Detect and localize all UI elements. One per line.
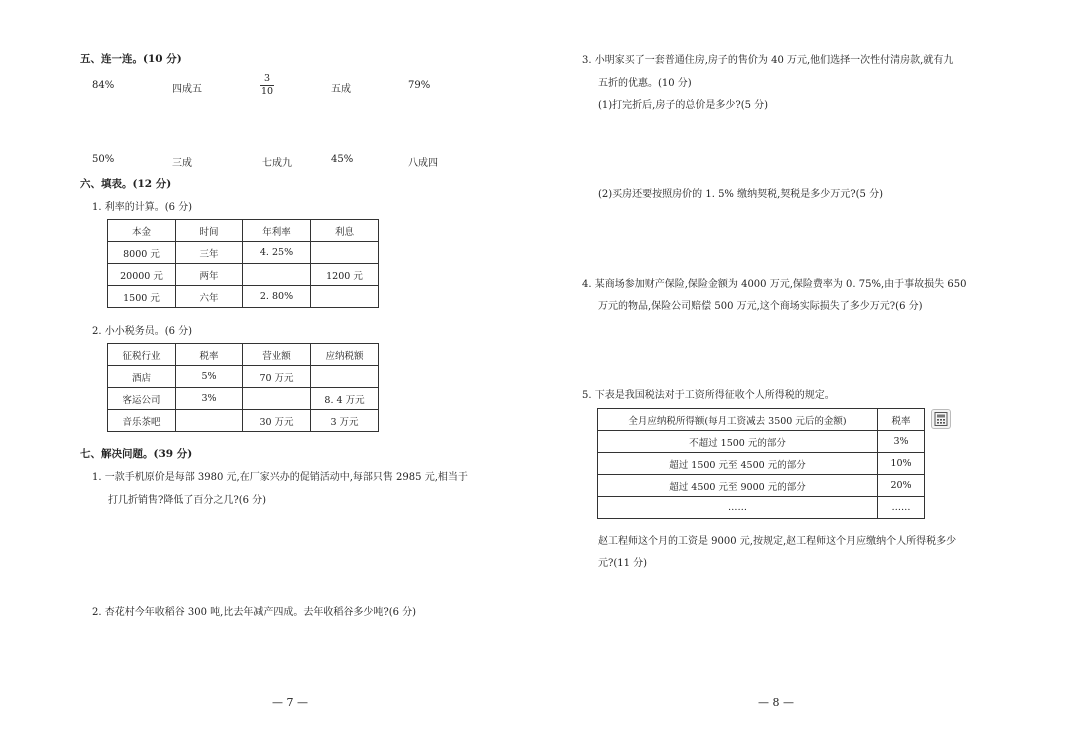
problem-5-intro: 5. 下表是我国税法对于工资所得征收个人所得税的规定。 xyxy=(582,390,835,401)
match-item: 84% xyxy=(92,80,115,91)
table-cell: 5% xyxy=(176,366,243,388)
table-cell xyxy=(176,410,243,432)
match-item: 七成九 xyxy=(262,158,292,169)
table-cell xyxy=(243,388,311,410)
problem-4-line1: 4. 某商场参加财产保险,保险金额为 4000 万元,保险费率为 0. 75%,由于事故损失 650 xyxy=(582,279,967,290)
table-header: 本金 xyxy=(108,220,176,242)
table-cell: 酒店 xyxy=(108,366,176,388)
table-cell: 10% xyxy=(878,453,925,475)
section6-title: 六、填表。(12 分) xyxy=(80,178,172,190)
match-item: 三成 xyxy=(172,158,192,169)
table-cell: 70 万元 xyxy=(243,366,311,388)
table-cell: 不超过 1500 元的部分 xyxy=(598,431,878,453)
section7-title: 七、解决问题。(39 分) xyxy=(80,448,193,460)
table-row xyxy=(598,475,925,497)
income-tax-table xyxy=(597,408,925,519)
table-row xyxy=(598,431,925,453)
table-header: 全月应纳税所得额(每月工资减去 3500 元后的金额) xyxy=(598,409,878,431)
table-cell: 超过 1500 元至 4500 元的部分 xyxy=(598,453,878,475)
table-cell: 客运公司 xyxy=(108,388,176,410)
table-cell: 3% xyxy=(878,431,925,453)
table-header: 年利率 xyxy=(243,220,311,242)
calculator-icon[interactable] xyxy=(931,409,951,429)
table-cell xyxy=(311,242,379,264)
match-item: 45% xyxy=(331,154,354,165)
table-cell: 8. 4 万元 xyxy=(311,388,379,410)
interest-table xyxy=(107,219,379,308)
table-cell: 1200 元 xyxy=(311,264,379,286)
table-row xyxy=(108,286,379,308)
table-header: 税率 xyxy=(878,409,925,431)
table-cell xyxy=(243,264,311,286)
match-item: 50% xyxy=(92,154,115,165)
match-item: 四成五 xyxy=(172,84,202,95)
table-header: 利息 xyxy=(311,220,379,242)
table-header: 应纳税额 xyxy=(311,344,379,366)
table-cell: 30 万元 xyxy=(243,410,311,432)
table-cell: 两年 xyxy=(176,264,243,286)
problem-7-2: 2. 杏花村今年收稻谷 300 吨,比去年减产四成。去年收稻谷多少吨?(6 分) xyxy=(92,607,417,618)
table-cell: 1500 元 xyxy=(108,286,176,308)
tax-table xyxy=(107,343,379,432)
table-row xyxy=(598,453,925,475)
problem-7-1-line1: 1. 一款手机原价是每部 3980 元,在厂家兴办的促销活动中,每部只售 2985 元,相当于 xyxy=(92,472,468,483)
table-cell: 4. 25% xyxy=(243,242,311,264)
problem-3-line2: 五折的优惠。(10 分) xyxy=(598,78,692,89)
problem-7-1-line2: 打几折销售?降低了百分之几?(6 分) xyxy=(108,495,267,506)
table-cell: 3% xyxy=(176,388,243,410)
table-header: 税率 xyxy=(176,344,243,366)
page-number-right: — 8 — xyxy=(758,696,794,709)
table-cell: …… xyxy=(878,497,925,519)
match-item: 八成四 xyxy=(408,158,438,169)
table-header: 营业额 xyxy=(243,344,311,366)
match-item: 五成 xyxy=(331,84,351,95)
table-cell: …… xyxy=(598,497,878,519)
table-row xyxy=(108,242,379,264)
table-header: 征税行业 xyxy=(108,344,176,366)
problem-4-line2: 万元的物品,保险公司赔偿 500 万元,这个商场实际损失了多少万元?(6 分) xyxy=(598,301,923,312)
question-6-2: 2. 小小税务员。(6 分) xyxy=(92,326,193,337)
match-fraction xyxy=(260,73,274,98)
fraction-denominator: 10 xyxy=(260,86,274,97)
fraction-numerator: 3 xyxy=(260,73,274,86)
table-row xyxy=(108,366,379,388)
table-row xyxy=(598,497,925,519)
table-cell: 2. 80% xyxy=(243,286,311,308)
calculator-icon-glyph xyxy=(932,410,950,428)
table-cell: 20000 元 xyxy=(108,264,176,286)
page-number-left: — 7 — xyxy=(272,696,308,709)
table-cell: 3 万元 xyxy=(311,410,379,432)
question-6-1: 1. 利率的计算。(6 分) xyxy=(92,202,193,213)
section5-title: 五、连一连。(10 分) xyxy=(80,53,182,65)
table-cell: 三年 xyxy=(176,242,243,264)
problem-3-q1: (1)打完折后,房子的总价是多少?(5 分) xyxy=(598,100,769,111)
problem-5-line1: 赵工程师这个月的工资是 9000 元,按规定,赵工程师这个月应缴纳个人所得税多少 xyxy=(598,536,957,547)
table-header: 时间 xyxy=(176,220,243,242)
match-item: 79% xyxy=(408,80,431,91)
table-cell xyxy=(311,286,379,308)
table-row xyxy=(108,388,379,410)
table-row xyxy=(108,264,379,286)
table-cell: 20% xyxy=(878,475,925,497)
table-cell: 超过 4500 元至 9000 元的部分 xyxy=(598,475,878,497)
table-cell: 音乐茶吧 xyxy=(108,410,176,432)
table-cell xyxy=(311,366,379,388)
problem-5-line2: 元?(11 分) xyxy=(598,558,648,569)
problem-3-line1: 3. 小明家买了一套普通住房,房子的售价为 40 万元,他们选择一次性付清房款,就有九 xyxy=(582,55,954,66)
table-cell: 六年 xyxy=(176,286,243,308)
problem-3-q2: (2)买房还要按照房价的 1. 5% 缴纳契税,契税是多少万元?(5 分) xyxy=(598,189,883,200)
table-row xyxy=(108,410,379,432)
table-cell: 8000 元 xyxy=(108,242,176,264)
